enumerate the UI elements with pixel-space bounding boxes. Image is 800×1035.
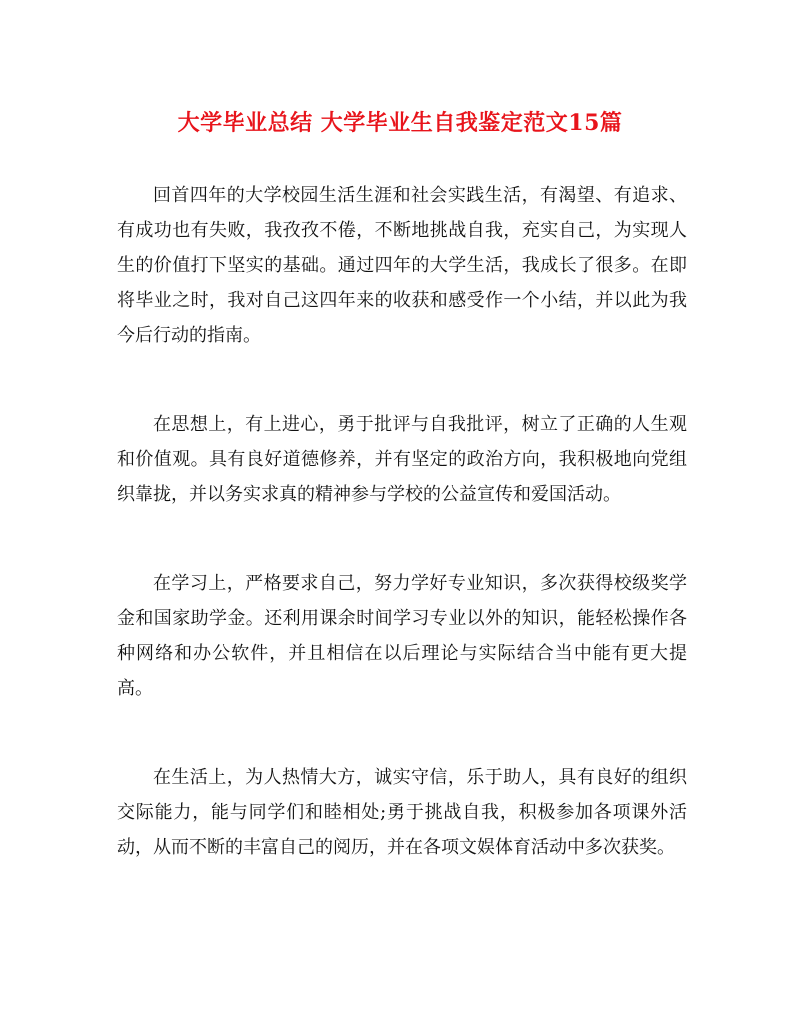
document-body <box>117 178 687 919</box>
document-title: 大学毕业总结 大学毕业生自我鉴定范文15篇 <box>177 110 623 136</box>
paragraph-intro: 回首四年的大学校园生活生涯和社会实践生活，有渴望、有追求、有成功也有失败，我孜孜不倦，不断地挑战自我，充实自己，为实现人生的价值打下坚实的基础。通过四年的大学生活，我成长了很多。在即将毕业之时，我对自己这四年来的收获和感受作一个小结，并以此为我今后行动的指南。 <box>117 185 687 346</box>
paragraph-life: 在生活上，为人热情大方，诚实守信，乐于助人，具有良好的组织交际能力，能与同学们和睦相处;勇于挑战自我，积极参加各项课外活动，从而不断的丰富自己的阅历，并在各项文娱体育活动中多次获奖。 <box>117 767 687 858</box>
paragraph-ideology: 在思想上，有上进心，勇于批评与自我批评，树立了正确的人生观和价值观。具有良好道德修养，并有坚定的政治方向，我积极地向党组织靠拢，并以务实求真的精神参与学校的公益宣传和爱国活动。 <box>117 414 687 505</box>
paragraph-study: 在学习上，严格要求自己，努力学好专业知识，多次获得校级奖学金和国家助学金。还利用课余时间学习专业以外的知识，能轻松操作各种网络和办公软件，并且相信在以后理论与实际结合当中能有更大提高。 <box>117 573 687 699</box>
